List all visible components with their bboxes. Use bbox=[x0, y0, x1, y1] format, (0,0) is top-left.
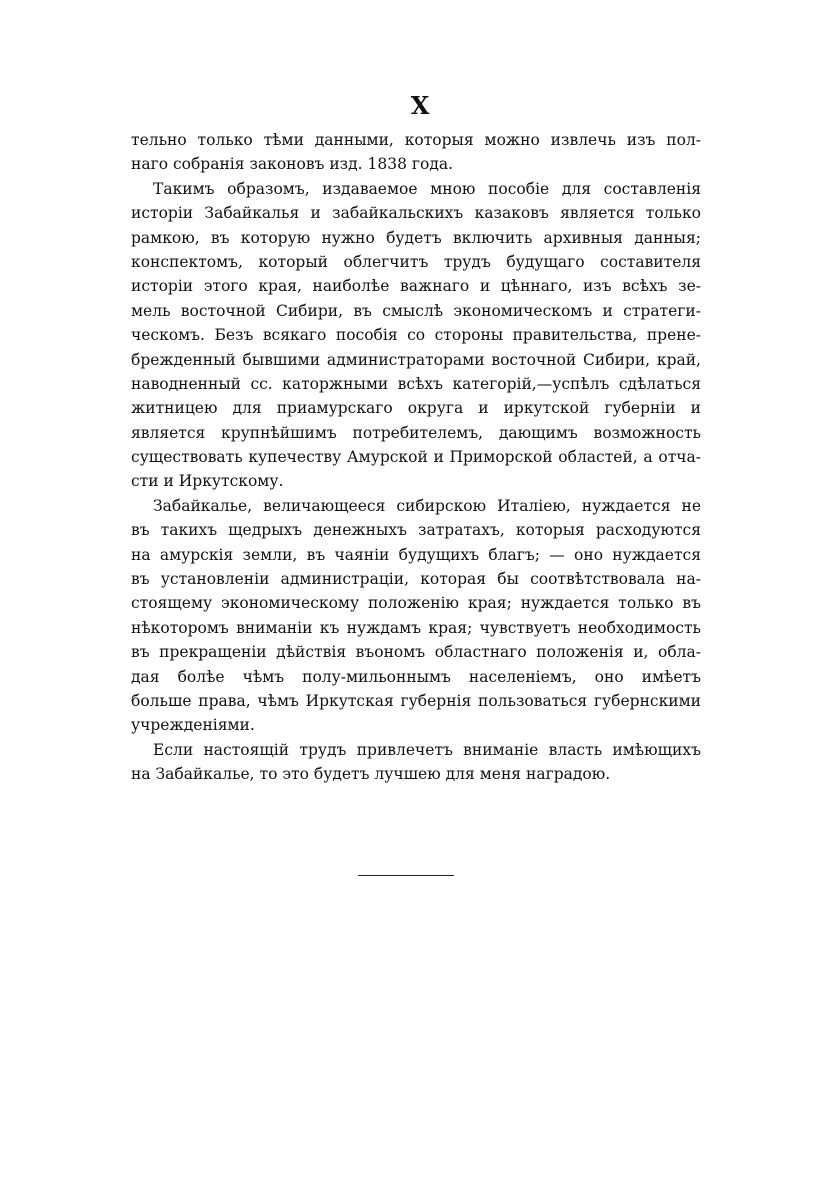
text-line: сти и Иркутскому. bbox=[131, 472, 284, 491]
text-line: брежденный бывшими администраторами восточной Сибири, край, bbox=[131, 350, 701, 369]
text-line: наго собранія законовъ изд. 1838 года. bbox=[131, 155, 454, 174]
text-line: дая болѣе чѣмъ полу-мильоннымъ населеніемъ, оно имѣетъ bbox=[131, 667, 701, 686]
text-line: житницею для приамурскаго округа и иркутской губерніи и bbox=[131, 399, 701, 418]
text-line: рамкою, въ которую нужно будетъ включить архивныя данныя; bbox=[131, 228, 701, 247]
text-line: мель восточной Сибири, въ смыслѣ экономическомъ и стратеги- bbox=[131, 301, 701, 320]
text-line: ческомъ. Безъ всякаго пособія со стороны правительства, прене- bbox=[131, 326, 701, 345]
text-line: существовать купечеству Амурской и Приморской областей, а отча- bbox=[131, 448, 701, 467]
text-line: больше права, чѣмъ Иркутская губернія пользоваться губернскими bbox=[131, 691, 701, 710]
text-line: Такимъ образомъ, издаваемое мною пособіе для составленія bbox=[153, 179, 701, 198]
text-line: нѣкоторомъ вниманіи къ нуждамъ края; чувствуетъ необходимость bbox=[131, 618, 701, 637]
closing-rule bbox=[358, 875, 454, 876]
text-line: стоящему экономическому положенію края; нуждается только въ bbox=[131, 594, 701, 613]
text-line: исторіи Забайкалья и забайкальскихъ казаковъ является только bbox=[131, 204, 701, 223]
text-line: на Забайкалье, то это будетъ лучшею для меня наградою. bbox=[131, 765, 611, 784]
text-line: учрежденіями. bbox=[131, 716, 255, 735]
text-line: Забайкалье, величающееся сибирскою Италіею, нуждается не bbox=[153, 496, 701, 515]
text-line: въ прекращеніи дѣйствія въономъ областнаго положенія и, обла- bbox=[131, 643, 701, 662]
page-number: X bbox=[410, 91, 430, 120]
body-text bbox=[131, 128, 701, 787]
text-line: тельно только тѣми данными, которыя можно извлечь изъ пол- bbox=[131, 131, 701, 149]
text-line: Если настоящій трудъ привлечетъ вниманіе власть имѣющихъ bbox=[153, 740, 701, 759]
text-line: исторіи этого края, наиболѣе важнаго и цѣннаго, изъ всѣхъ зе- bbox=[131, 277, 701, 296]
text-line: на амурскія земли, въ чаяніи будущихъ благъ; — оно нуждается bbox=[131, 545, 701, 564]
text-line: въ установленіи администраціи, которая бы соотвѣтствовала на- bbox=[131, 570, 701, 589]
text-line: конспектомъ, который облегчитъ трудъ будущаго составителя bbox=[131, 252, 701, 271]
text-line: является крупнѣйшимъ потребителемъ, дающимъ возможность bbox=[131, 423, 701, 442]
text-line: наводненный сс. каторжными всѣхъ категорій,—успѣлъ сдѣлаться bbox=[131, 374, 701, 393]
text-line: въ такихъ щедрыхъ денежныхъ затратахъ, которыя расходуются bbox=[131, 521, 701, 540]
